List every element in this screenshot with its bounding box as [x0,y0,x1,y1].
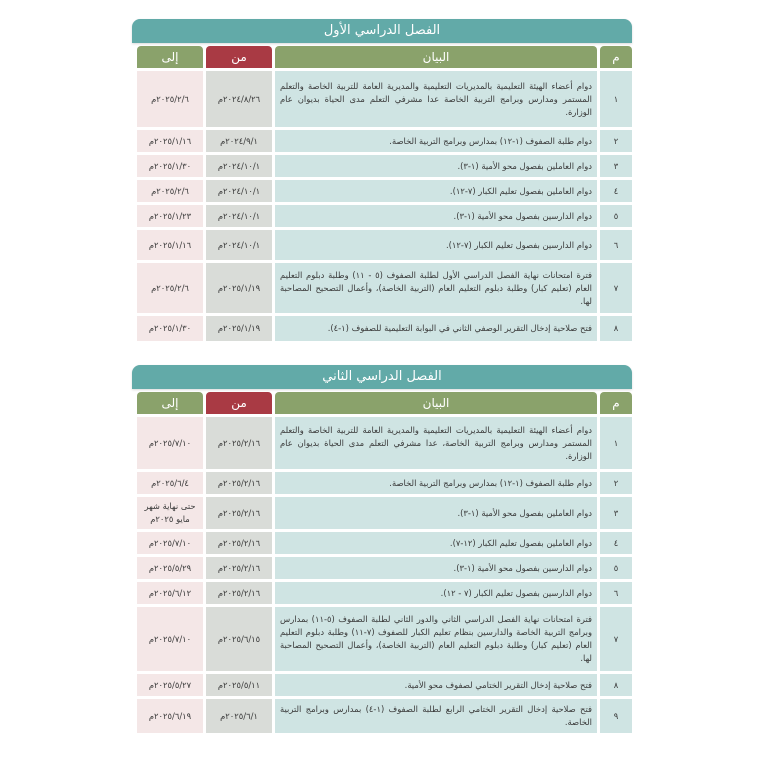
header-to: إلى [137,392,203,414]
row-from-date: ٢٠٢٥/٢/١٦م [206,417,272,469]
table-row [132,205,632,227]
row-to-date: ٢٠٢٥/١/٣٠م [137,316,203,341]
semester-1-title: الفصل الدراسي الأول [132,19,632,43]
table-row [132,582,632,604]
row-to-date: ٢٠٢٥/٥/٢٩م [137,557,203,579]
row-description: دوام أعضاء الهيئة التعليمية بالمديريات التعليمية والمديرية العامة للتربية الخاصة والتعلم المستمر ومدارس وبرامج التربية الخاصة عدا مشرفي التعلم مدى الحياة بديوان عام الوزارة. [275,71,597,127]
row-from-date: ٢٠٢٥/٢/١٦م [206,532,272,554]
row-description: فترة امتحانات نهاية الفصل الدراسي الأول لطلبة الصفوف (٥ - ١١) وطلبة دبلوم التعليم العام (تعليم كبار) وطلبة دبلوم التعليم العام (التربية الخاصة)، وأعمال التصحيح المصاحبة لها. [275,263,597,313]
row-from-date: ٢٠٢٥/٥/١١م [206,674,272,696]
row-number: ٥ [600,205,632,227]
row-to-date: حتى نهاية شهر مايو ٢٠٢٥م [137,497,203,529]
row-number: ١ [600,417,632,469]
row-description: فترة امتحانات نهاية الفصل الدراسي الثاني والدور الثاني لطلبة الصفوف (٥-١١) بمدارس وبرامج التربية الخاصة والدارسين بنظام تعليم الكبار للصفوف (٧-١١) وطلبة دبلوم التعليم العام (تعليم كبار) وطلبة دبلوم التعليم العام (التربية الخاصة)، وأعمال التصحيح المصاحبة لها. [275,607,597,671]
row-from-date: ٢٠٢٥/٢/١٦م [206,557,272,579]
row-from-date: ٢٠٢٤/٩/١م [206,130,272,152]
semester-2-rows [132,417,632,733]
table-row [132,180,632,202]
row-number: ٢ [600,130,632,152]
row-description: فتح صلاحية إدخال التقرير الختامي الرابع لطلبة الصفوف (١-٤) بمدارس وبرامج التربية الخاصة. [275,699,597,733]
row-number: ٣ [600,497,632,529]
header-number: م [600,392,632,414]
row-description: دوام الدارسين بفصول تعليم الكبار (٧ - ١٢). [275,582,597,604]
row-from-date: ٢٠٢٤/٨/٢٦م [206,71,272,127]
table-row [132,557,632,579]
table-row [132,674,632,696]
row-to-date: ٢٠٢٥/٧/١٠م [137,607,203,671]
row-to-date: ٢٠٢٥/١/١٦م [137,230,203,260]
semester-1-table [132,19,632,341]
semester-1-rows [132,71,632,341]
row-number: ٦ [600,582,632,604]
row-from-date: ٢٠٢٤/١٠/١م [206,230,272,260]
row-to-date: ٢٠٢٥/٢/٦م [137,263,203,313]
semester-2-table [132,365,632,733]
row-description: دوام أعضاء الهيئة التعليمية بالمديريات التعليمية والمديرية العامة للتربية الخاصة والتعلم المستمر ومدارس وبرامج التربية الخاصة، عدا مشرفي التعلم مدى الحياة بديوان عام الوزارة. [275,417,597,469]
row-number: ٩ [600,699,632,733]
header-number: م [600,46,632,68]
header-from: من [206,392,272,414]
row-from-date: ٢٠٢٥/٢/١٦م [206,472,272,494]
table-header [132,392,632,414]
table-row [132,71,632,127]
semester-2-title: الفصل الدراسي الثاني [132,365,632,389]
table-row [132,316,632,341]
row-number: ٤ [600,532,632,554]
header-description: البيان [275,392,597,414]
row-number: ٥ [600,557,632,579]
row-description: دوام العاملين بفصول محو الأمية (١-٣). [275,155,597,177]
header-description: البيان [275,46,597,68]
table-row [132,130,632,152]
row-from-date: ٢٠٢٥/١/١٩م [206,316,272,341]
row-from-date: ٢٠٢٥/١/١٩م [206,263,272,313]
row-number: ٨ [600,674,632,696]
row-to-date: ٢٠٢٥/١/٢٣م [137,205,203,227]
row-description: فتح صلاحية إدخال التقرير الوصفي الثاني في البوابة التعليمية للصفوف (١-٤). [275,316,597,341]
row-number: ٨ [600,316,632,341]
row-to-date: ٢٠٢٥/٦/١٩م [137,699,203,733]
row-number: ٧ [600,607,632,671]
row-description: دوام طلبة الصفوف (١-١٢) بمدارس وبرامج التربية الخاصة. [275,472,597,494]
row-description: فتح صلاحية إدخال التقرير الختامي لصفوف محو الأمية. [275,674,597,696]
row-description: دوام الدارسين بفصول محو الأمية (١-٣). [275,557,597,579]
row-from-date: ٢٠٢٤/١٠/١م [206,205,272,227]
table-row [132,699,632,733]
row-to-date: ٢٠٢٥/١/١٦م [137,130,203,152]
row-from-date: ٢٠٢٥/٦/١م [206,699,272,733]
row-from-date: ٢٠٢٤/١٠/١م [206,155,272,177]
row-to-date: ٢٠٢٥/٦/١٢م [137,582,203,604]
header-to: إلى [137,46,203,68]
row-description: دوام طلبة الصفوف (١-١٢) بمدارس وبرامج التربية الخاصة. [275,130,597,152]
row-to-date: ٢٠٢٥/٥/٢٧م [137,674,203,696]
row-description: دوام الدارسين بفصول محو الأمية (١-٣). [275,205,597,227]
row-description: دوام العاملين بفصول تعليم الكبار (٧-١٢). [275,180,597,202]
header-from: من [206,46,272,68]
table-row [132,155,632,177]
row-to-date: ٢٠٢٥/٧/١٠م [137,417,203,469]
row-from-date: ٢٠٢٥/٢/١٦م [206,497,272,529]
row-from-date: ٢٠٢٥/٦/١٥م [206,607,272,671]
row-number: ٦ [600,230,632,260]
table-header [132,46,632,68]
row-number: ٤ [600,180,632,202]
table-row [132,607,632,671]
table-row [132,417,632,469]
row-number: ٧ [600,263,632,313]
table-row [132,472,632,494]
row-to-date: ٢٠٢٥/٧/١٠م [137,532,203,554]
row-number: ٣ [600,155,632,177]
row-description: دوام العاملين بفصول تعليم الكبار (١٢-٧). [275,532,597,554]
table-row [132,230,632,260]
row-to-date: ٢٠٢٥/٦/٤م [137,472,203,494]
row-to-date: ٢٠٢٥/١/٣٠م [137,155,203,177]
table-row [132,263,632,313]
row-to-date: ٢٠٢٥/٢/٦م [137,71,203,127]
table-row [132,532,632,554]
table-row [132,497,632,529]
row-number: ٢ [600,472,632,494]
row-description: دوام العاملين بفصول محو الأمية (١-٣). [275,497,597,529]
row-from-date: ٢٠٢٥/٢/١٦م [206,582,272,604]
row-to-date: ٢٠٢٥/٢/٦م [137,180,203,202]
row-number: ١ [600,71,632,127]
row-description: دوام الدارسين بفصول تعليم الكبار (٧-١٢). [275,230,597,260]
row-from-date: ٢٠٢٤/١٠/١م [206,180,272,202]
